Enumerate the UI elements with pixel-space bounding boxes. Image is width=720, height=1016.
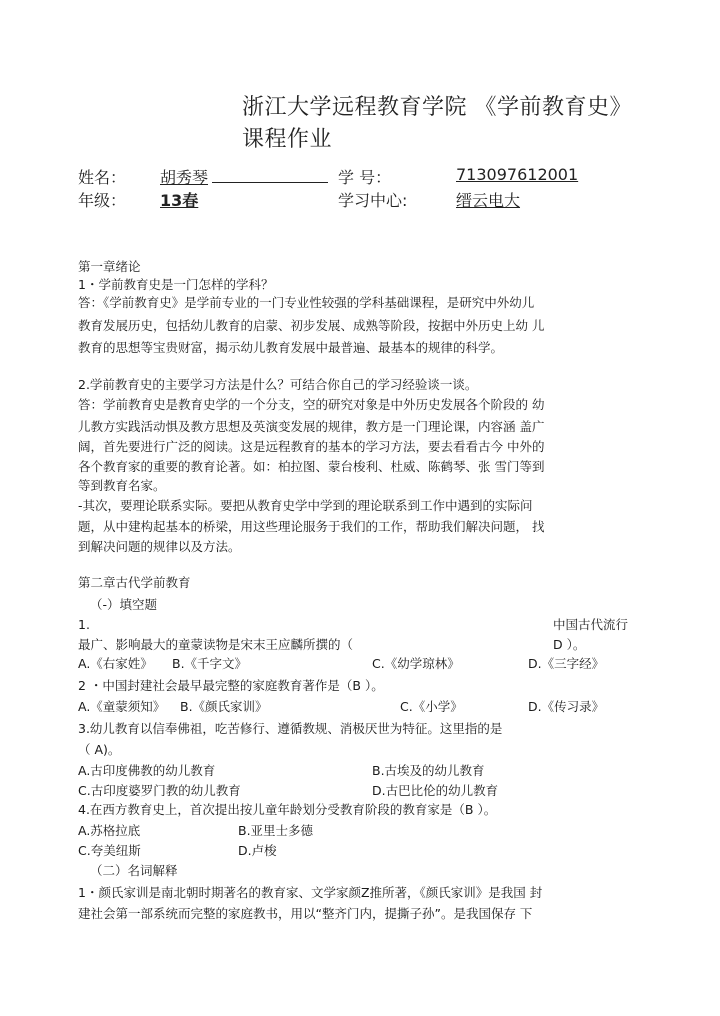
ch1-answer-1-line: 答：《学前教育史》是学前专业的一门专业性较强的学科基础课程，是研究中外幼儿 (78, 295, 535, 310)
ch1-answer-2-line: 等到教育名家。 (78, 478, 166, 493)
ch1-question-1: 1・学前教育史是一门怎样的学科？ (78, 277, 274, 292)
ch1-answer-2-line: -其次，要理论联系实际。要把从教育史学中学到的理论联系到工作中遇到的实际问 (78, 498, 533, 513)
ch2-term-1-line: 建社会第一部系统而完整的家庭教书，用以“整齐门内，提撕子孙”。是我国保存 下 (78, 906, 533, 921)
chapter1-heading: 第一章绪论 (78, 259, 141, 274)
ch2-q4-option-b: B.亚里士多德 (238, 823, 314, 838)
ch2-q3-option-a: A.古印度佛教的幼儿教育 (78, 763, 216, 778)
name-label: 姓名： (78, 168, 127, 187)
ch2-q3-option-c: C.古印度婆罗门教的幼儿教育 (78, 783, 241, 798)
ch1-answer-2-line: 各个教育家的重要的教育论著。如：柏拉图、蒙台梭利、杜威、陈鹤琴、张 雪门等到 (78, 459, 545, 474)
ch2-q3-text: 3.幼儿教育以信奉佛祖，吃苦修行、遵循教规、消极厌世为特征。这里指的是 (78, 721, 503, 736)
ch1-answer-1-line: 教育的思想等宝贵财富，揭示幼儿教育发展中最普遍、最基本的规律的科学。 (78, 340, 504, 355)
student-id-label: 学 号： (338, 168, 392, 187)
ch2-q1-right-text: 中国古代流行 (553, 617, 629, 632)
ch2-part2-heading: （二）名词解释 (90, 863, 178, 878)
ch2-q3-answer: （ A)。 (78, 742, 121, 757)
center-value: 缙云电大 (456, 191, 521, 210)
grade-value: 13春 (160, 191, 199, 210)
grade-label: 年级： (78, 191, 127, 210)
ch2-q1-answer: D ）。 (553, 637, 586, 652)
ch2-q4-option-d: D.卢梭 (238, 843, 277, 858)
name-value: 胡秀琴 (160, 168, 209, 187)
document-subtitle: 课程作业 (242, 127, 333, 152)
ch1-answer-2-line: 答：学前教育史是教育史学的一个分支，空的研究对象是中外历史发展各个阶段的 幼 (78, 397, 545, 412)
ch1-answer-2-line: 到解决问题的规律以及方法。 (78, 539, 241, 554)
ch2-q2-option-b: B.《颜氏家训》 (180, 699, 268, 714)
ch2-q4-text: 4.在西方教育史上，首次提出按儿童年龄划分受教育阶段的教育家是（B ）。 (78, 802, 497, 817)
ch2-q1-option-b: B.《千字文》 (172, 656, 248, 671)
ch2-q4-option-c: C.夸美纽斯 (78, 843, 141, 858)
ch2-q1-number: 1. (78, 617, 90, 632)
ch1-answer-1-line: 教育发展历史，包括幼儿教育的启蒙、初步发展、成熟等阶段，按据中外历史上幼 儿 (78, 318, 545, 333)
ch2-part1-heading: （-）填空题 (90, 597, 158, 612)
ch1-answer-2-line: 阔，首先要进行广泛的阅读。这是远程教育的基本的学习方法，要去看看古今 中外的 (78, 439, 545, 454)
ch2-q2-option-c: C.《小学》 (400, 699, 463, 714)
name-field (160, 165, 328, 188)
center-label: 学习中心: (338, 191, 408, 210)
ch1-answer-2-line: 题，从中建构起基本的桥梁，用这些理论服务于我们的工作，帮助我们解决问题， 找 (78, 519, 545, 534)
ch2-q2-option-d: D.《传习录》 (528, 699, 605, 714)
ch1-question-2: 2.学前教育史的主要学习方法是什么？可结合你自己的学习经验谈一谈。 (78, 377, 478, 392)
ch2-q1-option-a: A.《右家姓》 (78, 656, 153, 671)
ch2-q3-option-d: D.古巴比伦的幼儿教育 (372, 783, 499, 798)
ch2-term-1-line: 1・颜氏家训是南北朝时期著名的教育家、文学家颜Z推所著，《颜氏家训》是我国 封 (78, 885, 543, 900)
chapter2-heading: 第二章古代学前教育 (78, 575, 191, 590)
ch2-q2-text: 2 ・中国封建社会最早最完整的家庭教育著作是（B ）。 (78, 678, 384, 693)
ch2-q1-text: 最广、影响最大的童蒙读物是宋末王应麟所撰的（ (78, 637, 354, 652)
ch2-q1-option-c: C.《幼学琼林》 (372, 656, 460, 671)
ch2-q2-option-a: A.《童蒙须知》 (78, 699, 166, 714)
ch1-answer-2-line: 儿教方实践活动惧及教方思想及英演变发展的规律，教方是一门理论课，内容涵 盖广 (78, 419, 545, 434)
ch2-q1-option-d: D.《三字经》 (528, 656, 605, 671)
name-underline (212, 168, 328, 183)
ch2-q4-option-a: A.苏格拉底 (78, 823, 141, 838)
student-id-value: 713097612001 (456, 165, 579, 184)
ch2-q3-option-b: B.古埃及的幼儿教育 (372, 763, 485, 778)
document-title: 浙江大学远程教育学院 《学前教育史》 (242, 95, 632, 120)
